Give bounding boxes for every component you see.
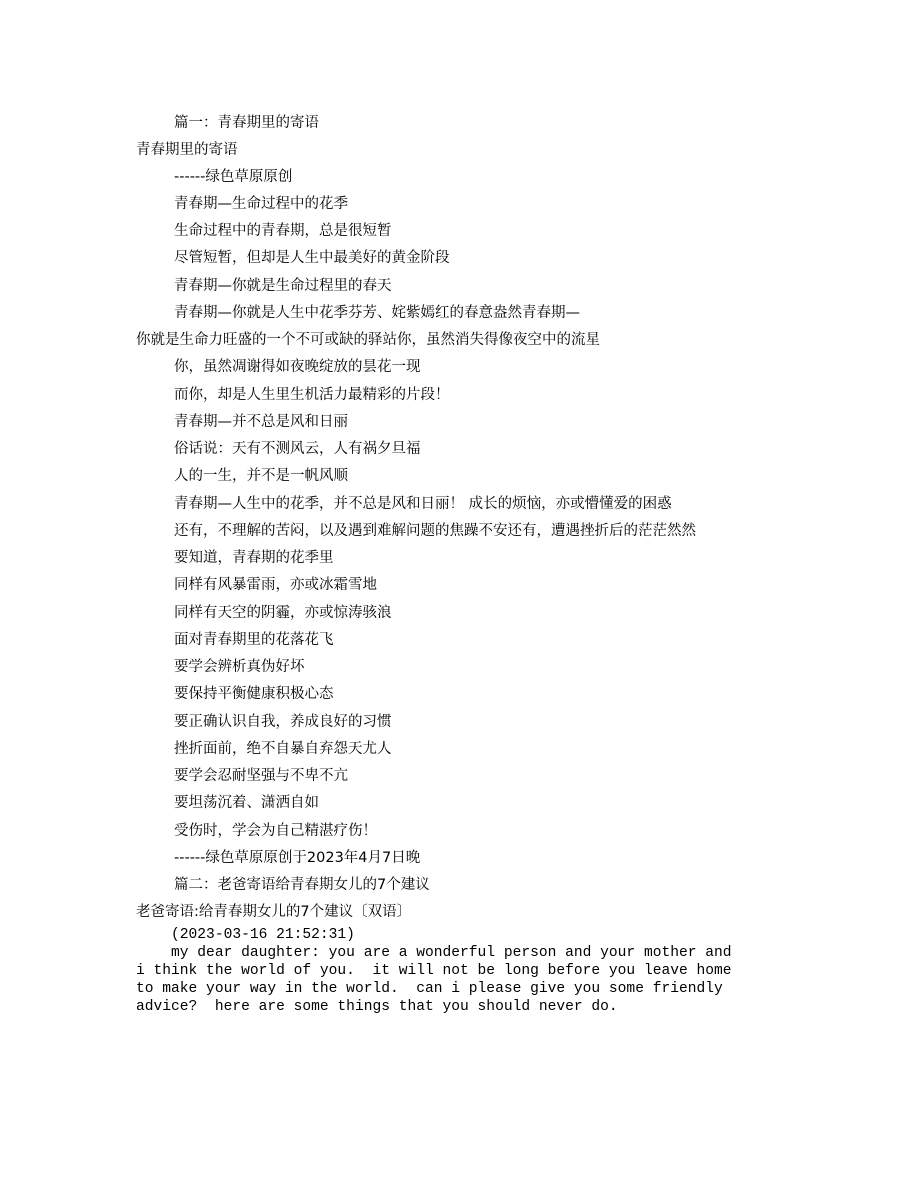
poem-line: 俗话说：天有不测风云，人有祸夕旦福 <box>174 441 421 457</box>
article-title-2: 老爸寄语:给青春期女儿的7个建议〔双语〕 <box>136 904 412 920</box>
poem-line: 要正确认识自我，养成良好的习惯 <box>174 714 392 730</box>
poem-line: 要保持平衡健康积极心态 <box>174 686 334 702</box>
article-title-1: 青春期里的寄语 <box>136 142 238 158</box>
poem-line: 尽管短暂，但却是人生中最美好的黄金阶段 <box>174 250 450 266</box>
article-timestamp: (2023-03-16 21:52:31) <box>136 927 355 943</box>
poem-line: 同样有天空的阴霾，亦或惊涛骇浪 <box>174 605 392 621</box>
section-heading-1: 篇一：青春期里的寄语 <box>174 115 319 131</box>
section-heading-2: 篇二：老爸寄语给青春期女儿的7个建议 <box>174 877 430 893</box>
poem-line: 青春期—人生中的花季，并不总是风和日丽！ 成长的烦恼，亦或懵懂爱的困惑 <box>174 496 672 512</box>
poem-line: 青春期—并不总是风和日丽 <box>174 414 348 430</box>
poem-line: 青春期—生命过程中的花季 <box>174 196 348 212</box>
author-byline-2: ------绿色草原原创于2023年4月7日晚 <box>174 850 421 866</box>
poem-line: 要坦荡沉着、潇洒自如 <box>174 795 319 811</box>
poem-line: 你就是生命力旺盛的一个不可或缺的驿站你，虽然消失得像夜空中的流星 <box>136 332 600 348</box>
poem-line: 要学会辨析真伪好坏 <box>174 659 305 675</box>
english-paragraph-line: my dear daughter: you are a wonderful person and your mother and <box>136 945 732 961</box>
poem-line: 还有，不理解的苦闷，以及遇到难解问题的焦躁不安还有，遭遇挫折后的茫茫然然 <box>174 523 696 539</box>
english-paragraph-line: advice? here are some things that you should never do. <box>136 999 618 1015</box>
poem-line: 而你，却是人生里生机活力最精彩的片段！ <box>174 387 450 403</box>
poem-line: 人的一生，并不是一帆风顺 <box>174 468 348 484</box>
poem-line: 生命过程中的青春期，总是很短暂 <box>174 223 392 239</box>
english-paragraph-line: to make your way in the world. can i please give you some friendly <box>136 981 723 997</box>
poem-line: 要知道，青春期的花季里 <box>174 550 334 566</box>
poem-line: 你，虽然凋谢得如夜晚绽放的昙花一现 <box>174 359 421 375</box>
poem-line: 青春期—你就是人生中花季芬芳、姹紫嫣红的春意盎然青春期— <box>174 305 580 321</box>
poem-line: 要学会忍耐坚强与不卑不亢 <box>174 768 348 784</box>
poem-line: 面对青春期里的花落花飞 <box>174 632 334 648</box>
author-byline-1: ------绿色草原原创 <box>174 169 293 185</box>
poem-line: 同样有风暴雷雨，亦或冰霜雪地 <box>174 577 377 593</box>
english-paragraph-line: i think the world of you. it will not be long before you leave home <box>136 963 732 979</box>
poem-line: 青春期—你就是生命过程里的春天 <box>174 278 392 294</box>
poem-line: 挫折面前，绝不自暴自弃怨天尤人 <box>174 741 392 757</box>
poem-line: 受伤时，学会为自己精湛疗伤！ <box>174 823 377 839</box>
